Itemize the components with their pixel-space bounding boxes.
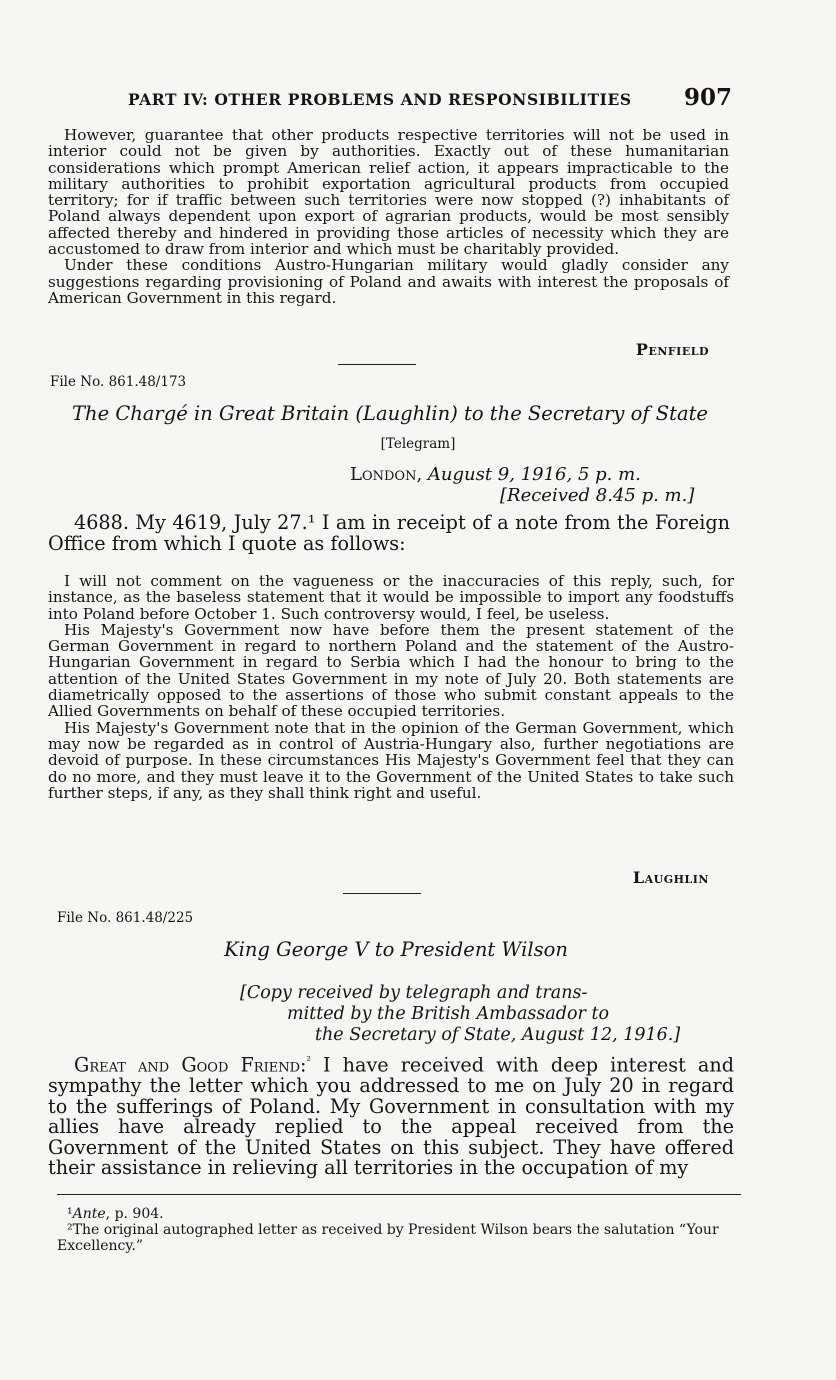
- copy-note-line: the Secretary of State, August 12, 1916.]: [315, 1025, 681, 1045]
- doc1-paragraph: Under these conditions Austro-Hungarian military would gladly consider any suggestions regarding provisioning of Poland and awaits with interest the proposals of American Government in this regard.: [48, 256, 729, 307]
- section-divider: [343, 893, 421, 894]
- quoted-note: [48, 573, 734, 801]
- quote-paragraph: His Majesty's Government note that in the opinion of the German Government, which may now be regarded as in control of Austria-Hungary also, further negotiations are devoid of purpose. In these circumstances His Majesty's Government feel that they can do no more, and they must leave it to the Government of the United States to take such further steps, if any, as they shall think right and useful.: [48, 718, 734, 802]
- signature-laughlin: Laughlin: [632, 868, 709, 887]
- document-title: The Chargé in Great Britain (Laughlin) to the Secretary of State: [72, 402, 708, 425]
- telegram-label: [Telegram]: [380, 436, 456, 452]
- running-head: PART IV: OTHER PROBLEMS AND RESPONSIBILITIES: [128, 90, 632, 109]
- footnote-2: ²The original autographed letter as received by President Wilson bears the salutation “Your Excellency.”: [57, 1222, 719, 1254]
- copy-note-line: [Copy received by telegraph and trans-: [240, 983, 588, 1003]
- file-number: File No. 861.48/173: [50, 374, 187, 390]
- footnote-ref: ²: [306, 1054, 311, 1067]
- letter-body: [48, 1051, 734, 1179]
- signature-penfield: Penfield: [635, 340, 709, 359]
- section-divider: [338, 364, 416, 365]
- quote-paragraph: I will not comment on the vagueness or the inaccuracies of this reply, such, for instance, as the baseless statement that it would be impossible to import any foodstuffs into Poland before October 1. Such controversy would, I feel, be useless.: [48, 572, 734, 623]
- footnotes: [57, 1206, 741, 1254]
- page-header: [128, 84, 732, 114]
- doc1-body: [48, 127, 729, 306]
- letter-text: I have received with deep interest and sympathy the letter which you addressed to me on July 20 in regard to the sufferings of Poland. My Government in consultation with my allies have already replied to the appeal received from the Government of the United States on this subject. They have offered their assistance in relieving all territories in the occupation of my: [48, 1053, 734, 1180]
- dateline-date: August 9, 1916, 5 p. m.: [427, 464, 641, 485]
- document-title: King George V to President Wilson: [224, 938, 568, 961]
- dateline: [350, 464, 641, 485]
- page-number: 907: [683, 84, 732, 111]
- footnote-1: ¹Ante, p. 904.: [67, 1206, 164, 1222]
- doc2-intro: 4688. My 4619, July 27.¹ I am in receipt of a note from the Foreign Office from which I quote as follows:: [48, 511, 730, 555]
- footnote-divider: [57, 1194, 741, 1195]
- received-time: [Received 8.45 p. m.]: [500, 485, 695, 506]
- file-number: File No. 861.48/225: [57, 910, 194, 926]
- dateline-place: London,: [350, 464, 423, 485]
- doc1-paragraph: However, guarantee that other products respective territories will not be used in interior could not be given by authorities. Exactly out of these humanitarian considerations which prompt American relief action, it appears impracticable to the military authorities to prohibit exportation agricultural products from occupied territory; for if traffic between such territories were now stopped (?) inhabitants of Poland always dependent upon export of agrarian products, would be most sensibly affected thereby and hindered in providing those articles of necessity which they are accustomed to draw from interior and which must be charitably provided.: [48, 126, 729, 259]
- salutation: Great and Good Friend:: [74, 1053, 307, 1077]
- copy-note-line: mitted by the British Ambassador to: [287, 1004, 610, 1024]
- quote-paragraph: His Majesty's Government now have before them the present statement of the German Government in regard to northern Poland and the statement of the Austro-Hungarian Government in regard to Serbia which I had the honour to bring to the attention of the United States Government in my note of July 20. Both statements are diametrically opposed to the assertions of those who submit constant appeals to the Allied Governments on behalf of these occupied territories.: [48, 620, 734, 721]
